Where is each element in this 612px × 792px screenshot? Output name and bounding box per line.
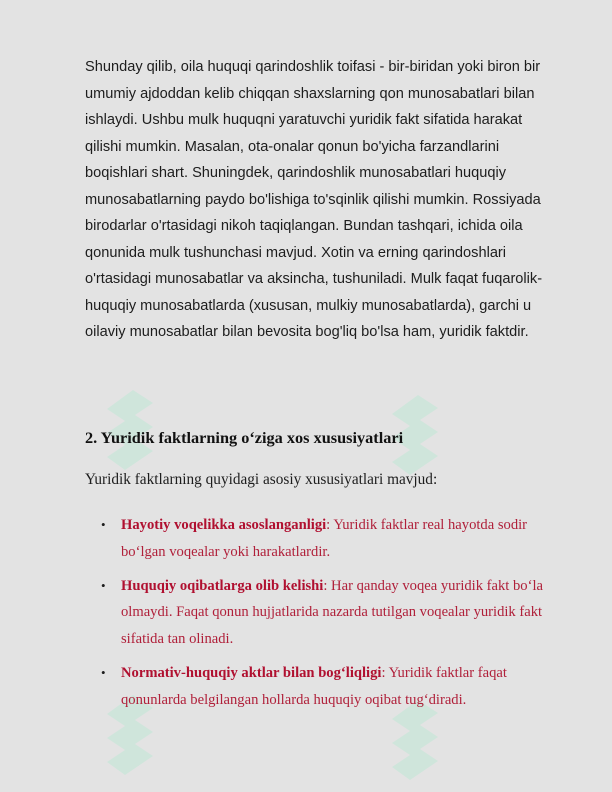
list-item — [99, 512, 567, 566]
list-item-text: : Har qanday voqea yuridik fakt bo‘la olmaydi. Faqat qonun hujjatlarida nazarda tutilgan voqealar yuridik fakt sifatida tan olinadi. — [121, 577, 543, 648]
list-item-term: Hayotiy voqelikka asoslanganligi — [121, 517, 327, 533]
list-item-text: : Yuridik faktlar real hayotda sodir bo‘lgan voqealar yoki harakatlardir. — [121, 517, 528, 560]
list-item-term: Normativ-huquqiy aktlar bilan bog‘liqligi — [121, 664, 382, 681]
body-paragraph: Shunday qilib, oila huquqi qarindoshlik toifasi - bir-biridan yoki biron bir umumiy ajdoddan kelib chiqqan shaxslarning qon munosabatlari bilan ishlaydi. Ushbu mulk huquqni yaratuvchi yuridik fakt sifatida harakat qilishi mumkin. Masalan, ota-onalar qonun bo'yicha farzandlarini boqishlari shart. Shuningdek, qarindoshlik munosabatlari huquqiy munosabatlarning paydo bo'lishiga to'sqinlik qilishi mumkin. Rossiyada birodarlar o'rtasidagi nikoh taqiqlangan. Bundan tashqari, ichida oila qonunida mulk tushunchasi mavjud. Xotin va erning qarindoshlari o'rtasidagi munosabatlar va aksincha, tushuniladi. Mulk faqat fuqarolik-huquqiy munosabatlarda (xususan, mulkiy munosabatlarda), garchi u oilaviy munosabatlar bilan bevosita bog'liq bo'lsa ham, yuridik faktdir. — [85, 59, 543, 340]
bullet-icon: • — [101, 577, 106, 593]
list-item — [99, 573, 567, 653]
feature-list — [99, 512, 567, 721]
bullet-icon: • — [101, 664, 106, 680]
section-intro: Yuridik faktlarning quyidagi asosiy xususiyatlari mavjud: — [85, 471, 438, 488]
bullet-icon: • — [101, 517, 106, 532]
list-item-text: : Yuridik faktlar faqat qonunlarda belgilangan hollarda huquqiy oqibat tug‘diradi. — [121, 664, 507, 708]
section-heading: 2. Yuridik faktlarning o‘ziga xos xususiyatlari — [85, 428, 404, 447]
list-item-term: Huquqiy oqibatlarga olib kelishi — [121, 577, 324, 594]
list-item — [99, 660, 567, 714]
